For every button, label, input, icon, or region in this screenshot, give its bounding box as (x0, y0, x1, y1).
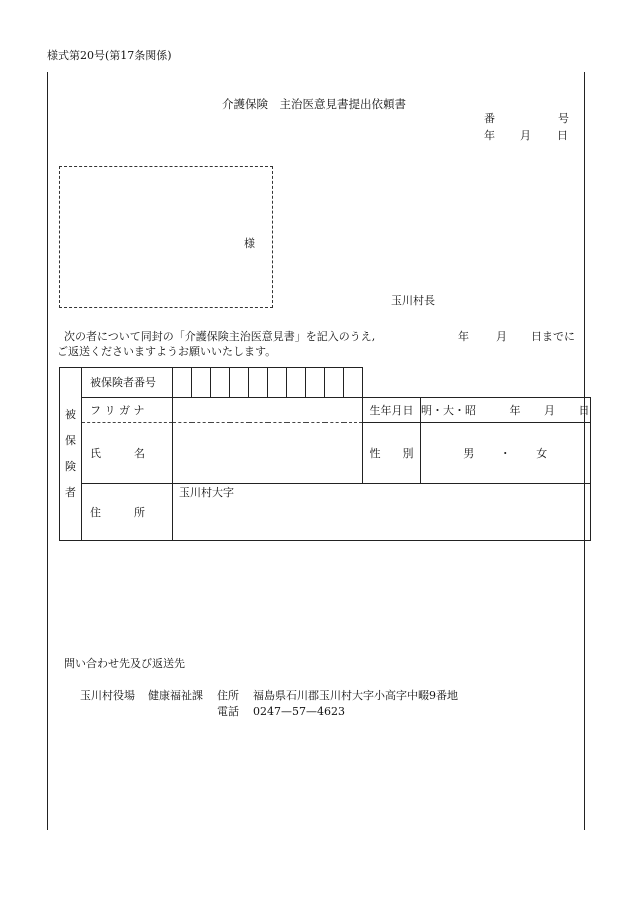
sex-field[interactable] (421, 423, 591, 484)
insured-number-digit[interactable] (287, 368, 306, 398)
addressee-box[interactable] (59, 166, 273, 308)
dob-month-label: 月 (544, 403, 555, 417)
insured-number-digit[interactable] (325, 368, 344, 398)
insured-number-digit[interactable] (173, 368, 192, 398)
sex-label: 性 別 (363, 423, 421, 484)
section-char-2: 保 (65, 434, 76, 447)
sex-separator: ・ (499, 446, 511, 460)
sender-name: 玉川村長 (391, 294, 435, 307)
dob-field[interactable] (421, 398, 591, 423)
name-label: 氏 名 (82, 423, 173, 484)
insured-number-digit[interactable] (344, 368, 363, 398)
document-title: 介護保険 主治医意見書提出依頼書 (222, 97, 406, 111)
contact-department: 健康福祉課 (148, 689, 203, 702)
request-year-label: 年 (458, 330, 469, 343)
insured-number-digit[interactable] (192, 368, 211, 398)
dob-year-label: 年 (509, 403, 521, 417)
date-day-label: 日 (557, 129, 568, 142)
insured-number-digit[interactable] (211, 368, 230, 398)
number-label-ban: 番 (484, 112, 495, 125)
address-label: 住 所 (82, 484, 173, 541)
insured-section-label (60, 368, 82, 541)
dob-label: 生年月日 (363, 398, 421, 423)
insured-person-table (59, 367, 591, 541)
insured-number-digit[interactable] (249, 368, 268, 398)
address-value: 玉川村大字 (179, 486, 234, 499)
furigana-label: フ リ ガ ナ (82, 398, 173, 423)
request-deadline: 日までに (531, 330, 575, 343)
contact-address-value: 福島県石川郡玉川村大字小高字中畷9番地 (253, 689, 458, 702)
contact-office: 玉川村役場 (80, 689, 135, 702)
insured-number-digit[interactable] (230, 368, 249, 398)
section-char-4: 者 (65, 486, 76, 499)
era-options: 明・大・昭 (421, 403, 476, 417)
sex-male-option[interactable]: 男 (463, 446, 475, 460)
addressee-suffix: 様 (244, 237, 255, 250)
contact-address-label: 住所 (217, 689, 239, 702)
name-field[interactable] (173, 423, 363, 484)
section-char-1: 被 (65, 408, 76, 421)
contact-phone-label: 電話 (217, 705, 239, 718)
date-year-label: 年 (484, 129, 495, 142)
request-line-1: 次の者について同封の「介護保険主治医意見書」を記入のうえ, (64, 330, 376, 343)
section-char-3: 険 (65, 460, 76, 473)
dob-day-label: 日 (578, 403, 590, 417)
insured-number-label: 被保険者番号 (82, 368, 173, 398)
form-number: 様式第20号(第17条関係) (47, 49, 172, 62)
contact-phone-value: 0247—57—4623 (253, 705, 345, 718)
insured-number-digit[interactable] (306, 368, 325, 398)
request-line-2: ご返送くださいますようお願いいたします。 (57, 345, 277, 358)
request-month-label: 月 (496, 330, 507, 343)
contact-heading: 問い合わせ先及び返送先 (64, 657, 185, 670)
sex-female-option[interactable]: 女 (536, 446, 548, 460)
insured-number-digit[interactable] (268, 368, 287, 398)
number-label-go: 号 (558, 112, 569, 125)
address-field[interactable] (173, 484, 591, 541)
furigana-field[interactable] (173, 398, 363, 423)
date-month-label: 月 (520, 129, 531, 142)
